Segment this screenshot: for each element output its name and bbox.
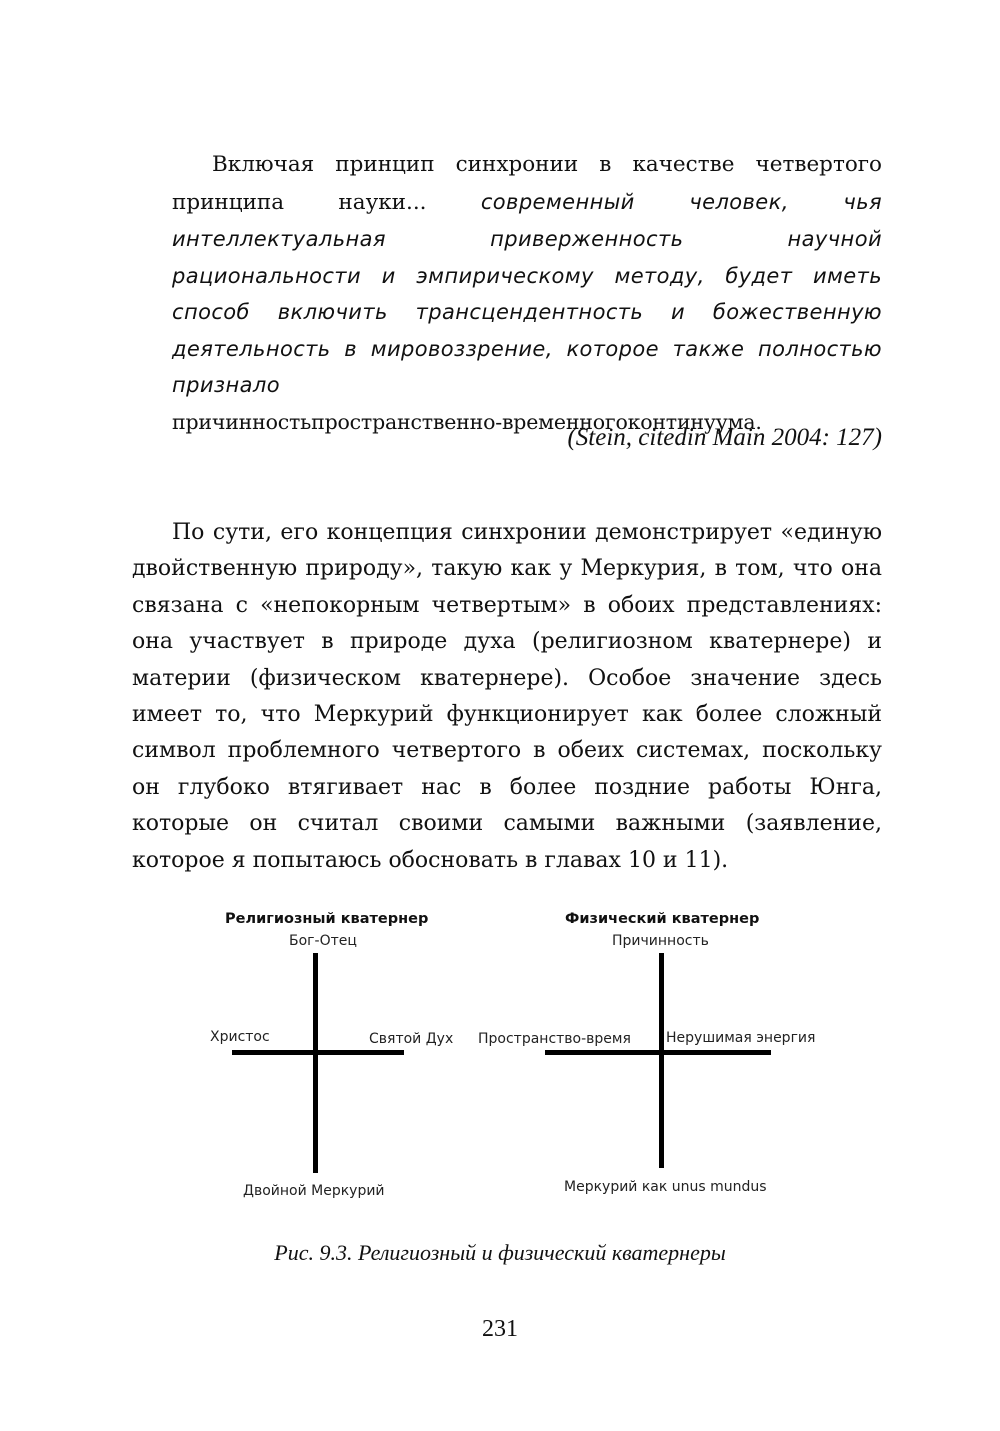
religious-left-label: Христос <box>210 1029 270 1045</box>
religious-right-label: Святой Дух <box>369 1031 454 1047</box>
physical-title: Физический кватернер <box>565 911 760 927</box>
religious-top-label: Бог-Отец <box>289 933 357 949</box>
physical-vertical-axis <box>659 953 664 1168</box>
physical-horizontal-axis <box>545 1050 771 1055</box>
quote-citation: (Stein, citedin Main 2004: 127) <box>567 424 882 451</box>
quote-plain-end: причинностьпространственно-временногоконтинуума. <box>172 409 762 434</box>
religious-bottom-label: Двойной Меркурий <box>243 1183 385 1199</box>
religious-vertical-axis <box>313 953 318 1173</box>
quote-plain-start: Включая принцип синхронии в качестве четвертого принципа науки... <box>172 152 882 215</box>
physical-right-label: Нерушимая энергия <box>666 1030 816 1046</box>
block-quote <box>172 146 882 440</box>
quote-italic: современный человек, чья интеллектуальная приверженность научной рациональности и эмпирическому методу, будет иметь способ включить трансцендентность и божественную деятельность в мировоззрение, которое также полностью признало <box>172 189 883 397</box>
body-paragraph: По сути, его концепция синхронии демонстрирует «единую двойственную природу», такую как у Меркурия, в том, что она связана с «непокорным четвертым» в обоих представлениях: она участвует в природе духа (религиозном кватернере) и материи (физическом кватернере). Особое значение здесь имеет то, что Меркурий функционирует как более сложный символ проблемного четвертого в обеих системах, поскольку он глубоко втягивает нас в более поздние работы Юнга, которые он считал своими самыми важными (заявление, которое я попытаюсь обосновать в главах 10 и 11). <box>132 520 882 873</box>
physical-left-label: Пространство-время <box>478 1031 631 1047</box>
physical-bottom-label: Меркурий как unus mundus <box>564 1179 767 1195</box>
page-number: 231 <box>482 1316 518 1342</box>
figure-caption: Рис. 9.3. Религиозный и физический кватернеры <box>274 1240 726 1265</box>
quaternio-figure <box>0 900 1000 1220</box>
religious-title: Религиозный кватернер <box>225 911 429 927</box>
religious-horizontal-axis <box>232 1050 404 1055</box>
physical-top-label: Причинность <box>612 933 709 949</box>
